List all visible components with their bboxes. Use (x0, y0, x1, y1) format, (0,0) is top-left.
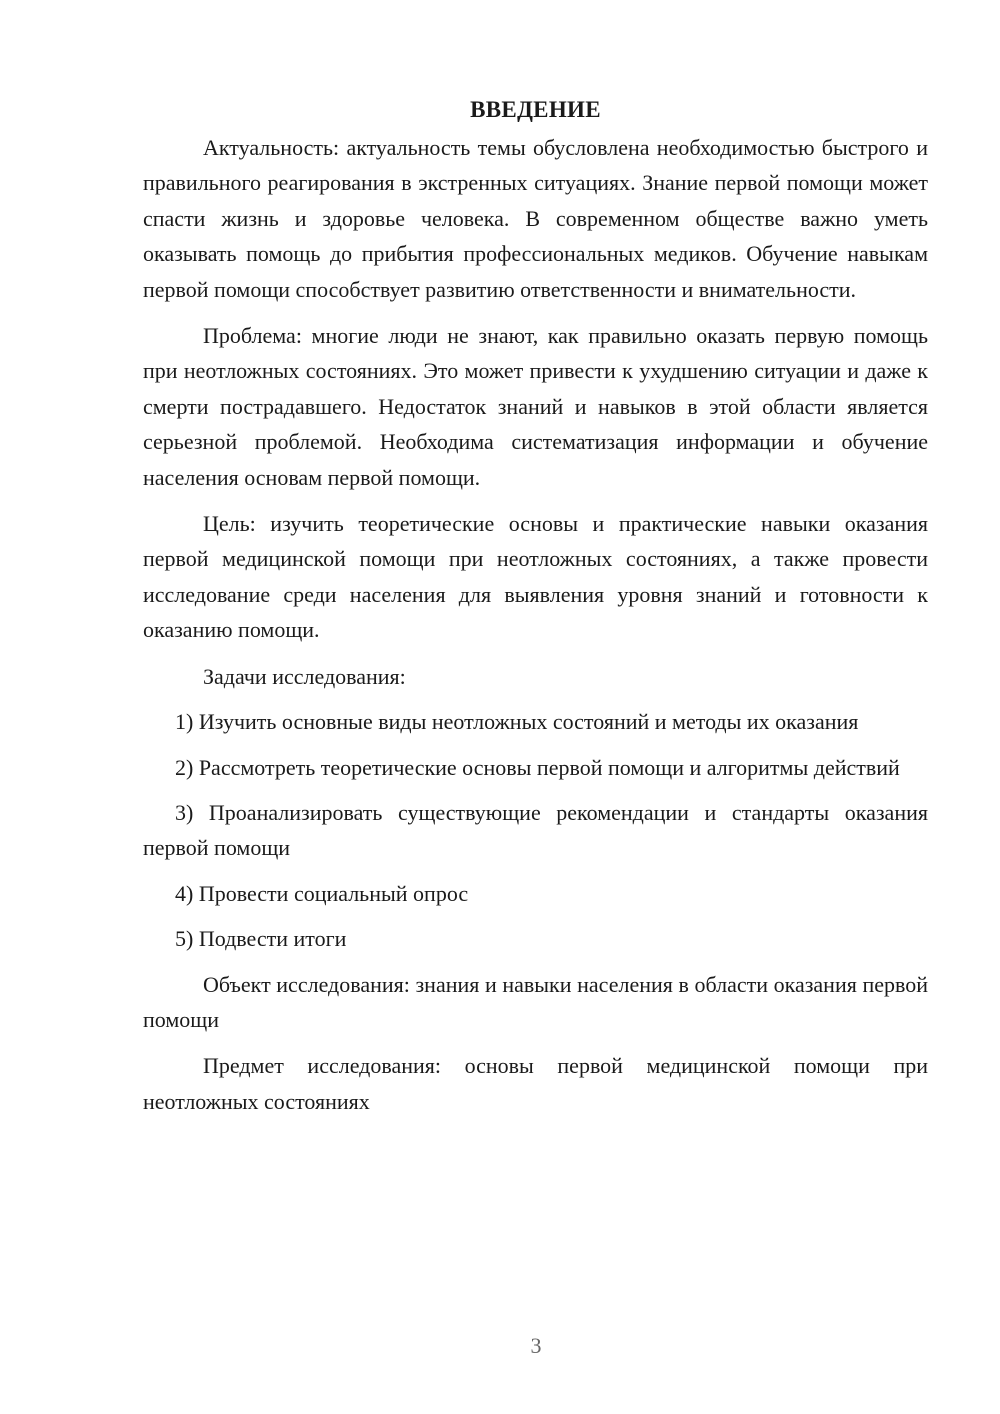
task-item: 2) Рассмотреть теоретические основы первой помощи и алгоритмы действий (175, 754, 900, 780)
page-number: 3 (530, 1333, 542, 1358)
page-content (143, 92, 928, 1130)
goal-paragraph: Цель: изучить теоретические основы и практические навыки оказания первой медицинской помощи при неотложных состояниях, а также провести исследование среди населения для выявления уровня знаний и готовности к оказанию помощи. (143, 511, 928, 643)
task-item: 3) Проанализировать существующие рекомендации и стандарты оказания первой помощи (143, 799, 928, 861)
task-item: 1) Изучить основные виды неотложных состояний и методы их оказания (175, 709, 859, 735)
section-title: ВВЕДЕНИЕ (470, 97, 601, 122)
tasks-heading: Задачи исследования: (203, 663, 406, 689)
task-item: 5) Подвести итоги (175, 926, 347, 952)
task-item: 4) Провести социальный опрос (175, 880, 469, 906)
tasks-list (143, 704, 928, 956)
relevance-paragraph: Актуальность: актуальность темы обусловлена необходимостью быстрого и правильного реагирования в экстренных ситуациях. Знание первой помощи может спасти жизнь и здоровье человека. В современном обществе важно уметь оказывать помощь до прибытия профессиональных медиков. Обучение навыкам первой помощи способствует развитию ответственности и внимательности. (143, 135, 928, 302)
problem-paragraph: Проблема: многие люди не знают, как правильно оказать первую помощь при неотложных состояниях. Это может привести к ухудшению ситуации и даже к смерти пострадавшего. Недостаток знаний и навыков в этой области является серьезной проблемой. Необходима систематизация информации и обучение населения основам первой помощи. (143, 323, 928, 490)
object-paragraph: Объект исследования: знания и навыки населения в области оказания первой помощи (143, 971, 928, 1032)
subject-paragraph: Предмет исследования: основы первой медицинской помощи при неотложных состояниях (143, 1053, 928, 1114)
